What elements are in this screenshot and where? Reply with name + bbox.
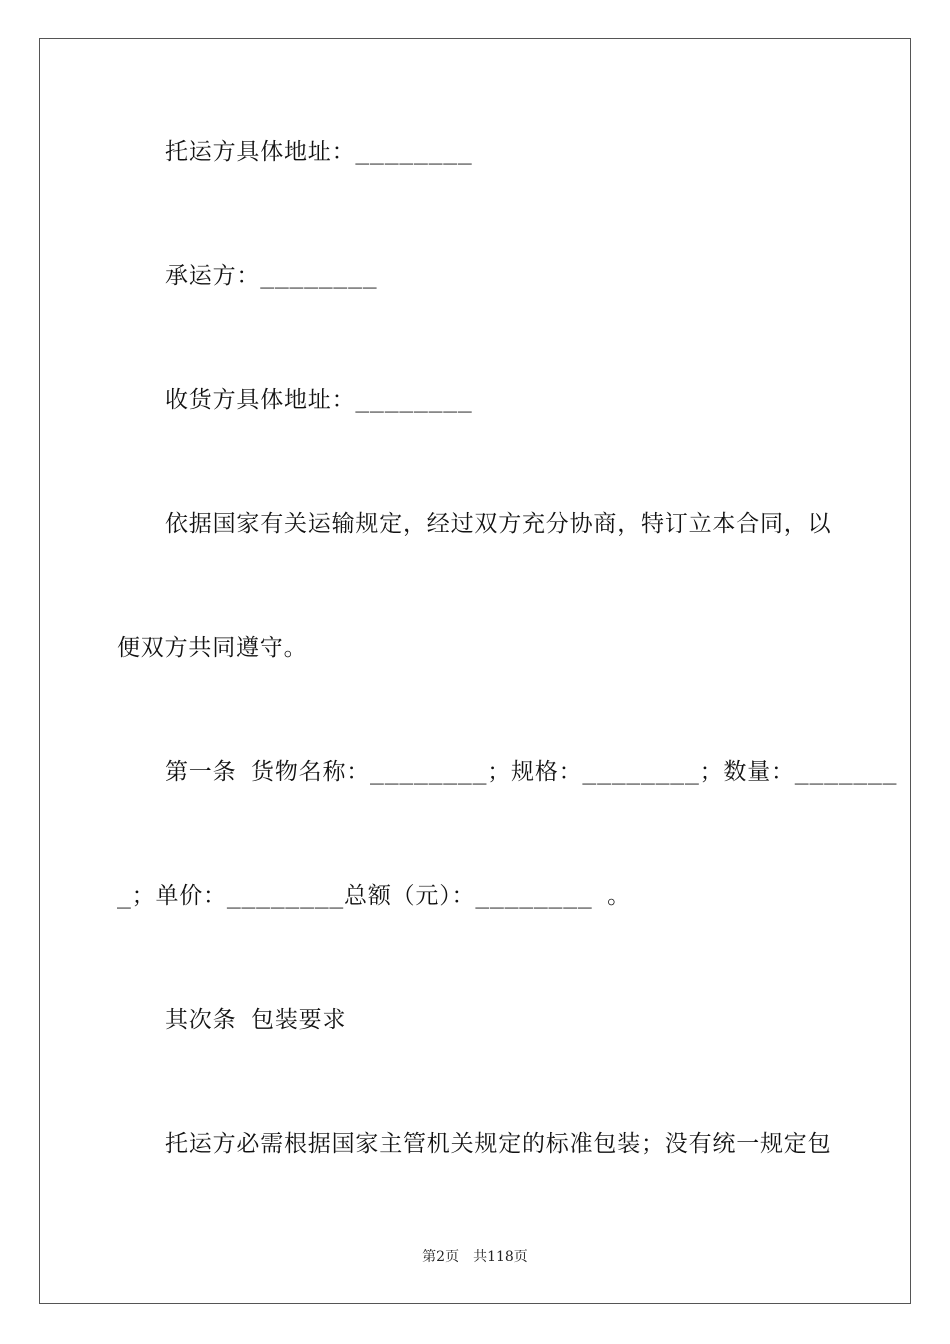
carrier-line: 承运方：________ <box>165 263 378 289</box>
page-border <box>39 38 911 1304</box>
article-2-paragraph-line-1: 托运方必需根据国家主管机关规定的标准包装；没有统一规定包 <box>165 1131 832 1157</box>
preamble-paragraph-line-1: 依据国家有关运输规定，经过双方充分协商，特订立本合同，以 <box>165 511 832 537</box>
article-1-line-1: 第一条 货物名称：________；规格：________；数量：_______ <box>165 759 898 785</box>
article-2-heading: 其次条 包装要求 <box>165 1007 347 1033</box>
shipper-address-line: 托运方具体地址：________ <box>165 139 473 165</box>
preamble-paragraph-line-2: 便双方共同遵守。 <box>117 635 308 661</box>
consignee-address-line: 收货方具体地址：________ <box>165 387 473 413</box>
page-number-footer: 第2页 共118页 <box>422 1249 528 1265</box>
article-1-line-2: _；单价：________总额（元）：________ 。 <box>117 883 631 909</box>
